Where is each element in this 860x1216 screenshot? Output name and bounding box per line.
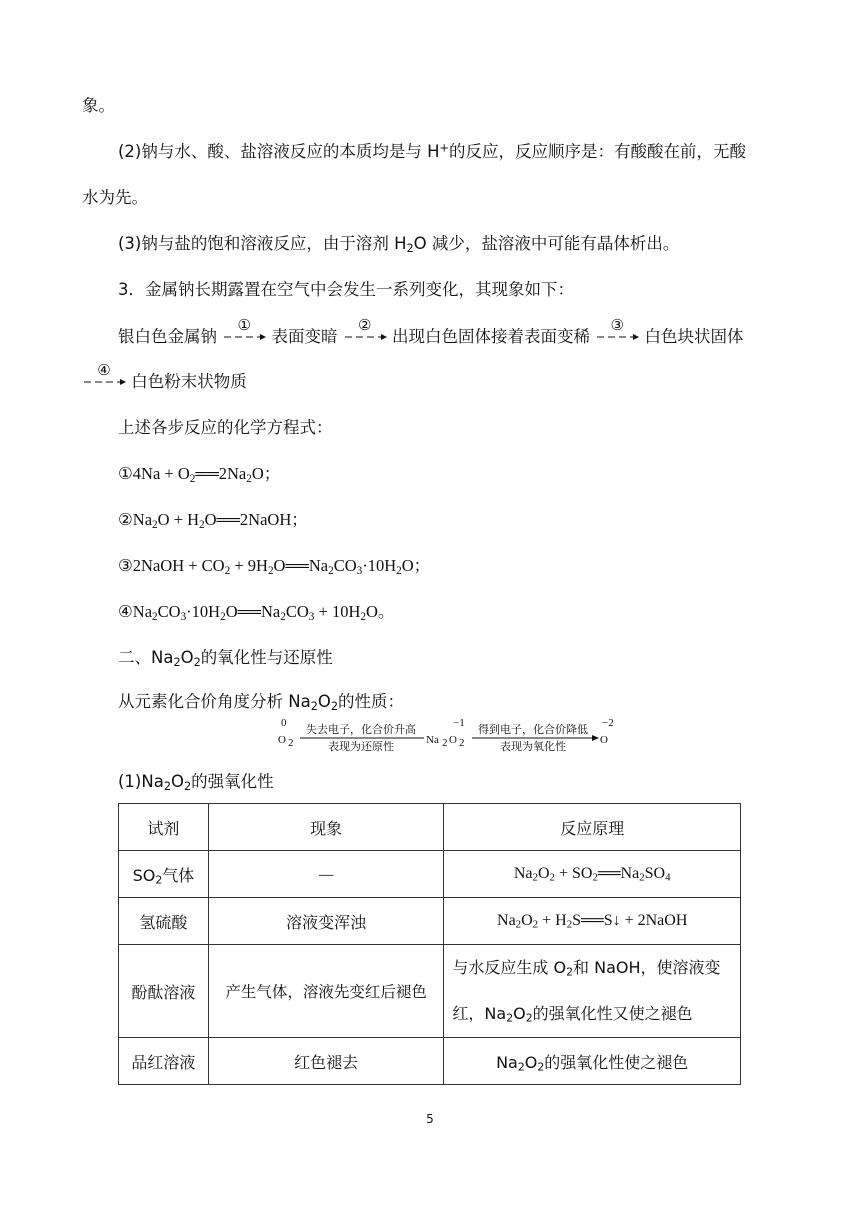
table-cell: $SO_2$气体 — [119, 851, 209, 898]
species-subscript: 2 — [288, 737, 294, 749]
table-cell: 氢硫酸 — [119, 898, 209, 945]
equation-1: ①4Na + $O_2══2Na_2O$； — [118, 464, 281, 485]
table-cell: 红色褪去 — [208, 1038, 444, 1085]
ox-state-label: −1 — [453, 717, 465, 729]
page-number: 5 — [426, 1112, 434, 1126]
species-label: O — [600, 734, 608, 746]
change-sequence-cont: ④ 白色粉末状物质 — [82, 370, 247, 394]
species-label: O — [278, 734, 286, 746]
oxidation-state-diagram — [272, 716, 622, 754]
step-arrow: ① — [222, 325, 266, 349]
text-line: 3．金属钠长期露置在空气中会发生一系列变化，其现象如下： — [118, 280, 574, 299]
ox-state-label: −2 — [602, 717, 614, 729]
table-cell: 与水反应生成 $O_2$和 NaOH，使溶液变 红，$Na_2O_2$的强氧化性又使之褪色 — [444, 945, 741, 1038]
table-cell: 品红溶液 — [119, 1038, 209, 1085]
equation-4: $④Na_2CO_3\cdot 10H_2O══Na_2CO_3 + 10H_2O$。 — [118, 602, 395, 623]
properties-table — [118, 803, 741, 1085]
table-cell: $Na_2O_2$ + $H_2S══S↓$ + 2NaOH — [444, 898, 741, 945]
step-arrow: ② — [343, 325, 387, 349]
table-row — [119, 945, 741, 1038]
change-sequence: 银白色金属钠 ① 表面变暗 ② 出现白色固体接着表面变稀 ③ 白色块状固体 — [118, 325, 744, 349]
text-line: (3)钠与盐的饱和溶液反应，由于溶剂 $H_2O$ 减少，盐溶液中可能有晶体析出。 — [118, 234, 680, 255]
text-line: 上述各步反应的化学方程式： — [118, 418, 333, 437]
table-cell: $Na_2O_2$ + $SO_2══Na_2SO_4$ — [444, 851, 741, 898]
arrow-label-bottom: 表现为氧化性 — [500, 741, 566, 753]
ox-state-label: 0 — [281, 717, 287, 729]
section-heading: 二、$Na_2O_2$的氧化性与还原性 — [118, 648, 333, 669]
species-label: Na — [426, 734, 439, 746]
table-cell: $Na_2O_2$的强氧化性使之褪色 — [444, 1038, 741, 1085]
table-cell: — — [208, 851, 444, 898]
table-cell: 溶液变浑浊 — [208, 898, 444, 945]
step-arrow: ③ — [595, 325, 639, 349]
table-row — [119, 1038, 741, 1085]
arrow-label-top: 失去电子，化合价升高 — [306, 724, 416, 736]
step-arrow: ④ — [82, 370, 126, 394]
text-line: (2)钠与水、酸、盐溶液反应的本质均是与 H+的反应，反应顺序是：有酸酸在前，无酸 — [118, 141, 746, 161]
arrow-label-bottom: 表现为还原性 — [328, 741, 394, 753]
text-line: 象。 — [82, 96, 115, 115]
subsection-heading: $(1)Na_2O_2$的强氧化性 — [118, 772, 274, 793]
species-subscript: 2 — [459, 737, 465, 749]
table-row — [119, 851, 741, 898]
table-header: 反应原理 — [444, 804, 741, 851]
table-header: 试剂 — [119, 804, 209, 851]
equation-2: $②Na_2O$ + $H_2O══2NaOH$； — [118, 510, 308, 531]
text-line: 从元素化合价角度分析 $Na_2O_2$的性质： — [118, 692, 404, 713]
table-row — [119, 898, 741, 945]
species-subscript: 2 — [442, 737, 448, 749]
species-label: O — [449, 734, 457, 746]
arrow-label-top: 得到电子，化合价降低 — [478, 724, 588, 736]
equation-3: ③2NaOH + $CO_2$ + $9H_2O══Na_2CO_3\cdot 10H_2O$； — [118, 556, 431, 577]
table-header: 现象 — [208, 804, 444, 851]
table-cell: 产生气体，溶液先变红后褪色 — [208, 945, 444, 1038]
table-cell: 酚酞溶液 — [119, 945, 209, 1038]
table-header-row — [119, 804, 741, 851]
text-line: 水为先。 — [82, 188, 148, 207]
